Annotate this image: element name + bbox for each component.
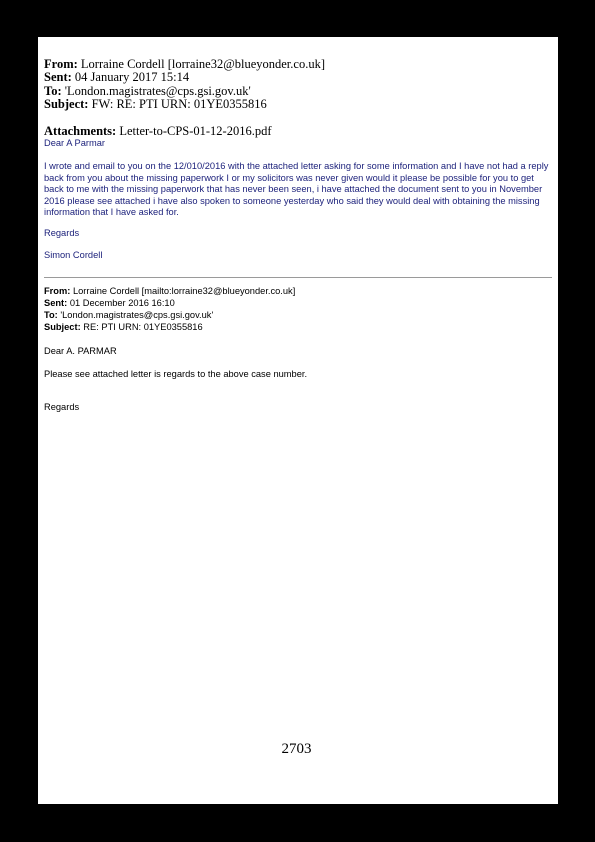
from-label: From:: [44, 57, 78, 71]
subject-value: RE: PTI URN: 01YE0355816: [83, 322, 203, 332]
to-label: To:: [44, 83, 62, 98]
page-number: 2703: [281, 741, 312, 757]
email2-body: Please see attached letter is regards to the above case number.: [44, 369, 308, 379]
attachments-label: Attachments:: [44, 124, 117, 138]
to-value: 'London.magistrates@cps.gsi.gov.uk': [64, 83, 251, 98]
to-label: To:: [44, 310, 58, 320]
sent-label: Sent:: [44, 298, 68, 308]
attachment-filename: Letter-to-CPS-01-12-2016.pdf: [119, 124, 272, 138]
email2-from-line: [44, 285, 295, 297]
email2-to-line: [44, 309, 295, 321]
document-page: [38, 37, 558, 804]
subject-label: Subject:: [44, 322, 81, 332]
email1-from-line: [44, 58, 325, 71]
email2-sent-line: [44, 297, 295, 309]
email1-attachments-line: [44, 124, 272, 138]
from-label: From:: [44, 286, 71, 296]
email1-header: [44, 58, 325, 111]
email1-body: I wrote and email to you on the 12/010/2016 with the attached letter asking for some information and I have not had a reply back from you about the missing paperwork I or my solicitors was never given would it please be possible for you to get back to me with the missing paperwork that has never been seen, i have attached the document sent to you in November 2016 please see attached i have also spoken to someone yesterday who said they would deal with obtaining the missing information that I have asked for.: [44, 161, 549, 218]
sent-value: 04 January 2017 15:14: [74, 70, 190, 85]
subject-label: Subject:: [44, 96, 89, 111]
email1-to-line: [44, 85, 325, 98]
email2-greeting: Dear A. PARMAR: [44, 346, 117, 356]
email2-header: [44, 285, 295, 333]
email1-greeting: Dear A Parmar: [44, 138, 105, 148]
to-value: 'London.magistrates@cps.gsi.gov.uk': [60, 310, 214, 320]
sent-label: Sent:: [44, 70, 72, 85]
from-value: Lorraine Cordell [mailto:lorraine32@blueyonder.co.uk]: [72, 286, 296, 296]
email1-sent-line: [44, 71, 325, 84]
email2-subject-line: [44, 321, 295, 333]
sent-value: 01 December 2016 16:10: [69, 298, 175, 308]
email2-regards: Regards: [44, 402, 80, 412]
email1-regards: Regards: [44, 228, 80, 238]
from-value: Lorraine Cordell [lorraine32@blueyonder.co.uk]: [80, 57, 325, 71]
email1-subject-line: [44, 98, 325, 111]
divider: [44, 277, 552, 278]
subject-value: FW: RE: PTI URN: 01YE0355816: [91, 96, 267, 111]
email1-signature: Simon Cordell: [44, 250, 103, 260]
